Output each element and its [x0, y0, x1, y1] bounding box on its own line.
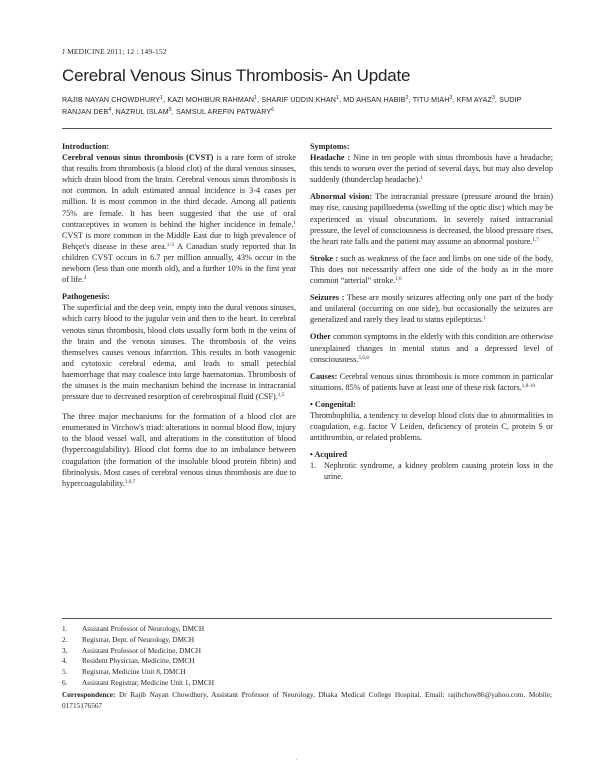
- page-mark: .: [296, 756, 298, 762]
- affiliation-marker: 1: [336, 95, 339, 101]
- pathogenesis-paragraph-2: The three major mechanisms for the formation of a blood clot are enumerated in Virchow's triad: alterations in normal blood flow, injury to the blood vessel wall, and alterations in the constitution of blood (hypercoagulability). Blood clot forms due to an imbalance between coagulation (the formation of the insoluble blood protein fibrin) and fibrinolysis. Most cases of cerebral venous sinus thrombosis are due to hypercoagulability.$^{1,6,7}$: [62, 412, 296, 488]
- stroke-paragraph: Stroke : such as weakness of the face and limbs on one side of the body, This does not necessarily affect one side of the body as in the more common “arterial” stroke.$^{1,6}$: [310, 253, 553, 286]
- footnote-item: 1. Assistant Professor of Neurology, DMCH: [62, 624, 205, 633]
- acquired-list: [310, 460, 553, 482]
- pathogenesis-paragraph-1: The superficial and the deep vein, empty into the dural venous sinuses, which carry blood to the jugular vein and then to the heart. In cerebral venous sinus thrombosis, blood clots usually form both in the veins of the brain and the venous sinuses. The thrombosis of the veins themselves causes venous infarction. This results in both vasogenic and cytotoxic cerebral edema, and leads to small petechial haemorrhage that may coalesce into large haematomas. Thrombosis of the sinuses is the main mechanism behind the increase in intracranial pressure due to decreased resorption of cerebrospinal fluid (CSF).$^{1,5}$: [62, 303, 296, 402]
- author-name: MD AHSAN HABIB: [343, 96, 406, 104]
- author-name: SAMSUL AREFIN PATWARY: [176, 107, 272, 116]
- seizures-paragraph: Seizures : These are mostly seizures affecting only one part of the body and unilateral (occurring on one side), but occasionally the seizures are generalized and rarely they lead to status epilepticus.$^1$: [310, 293, 553, 325]
- affiliation-marker: 3: [491, 95, 495, 101]
- congenital-heading: • Congenital:: [310, 399, 356, 409]
- other-symptoms-paragraph: Other common symptoms in the elderly with this condition are otherwise unexplained changes in mental status and a depressed level of consciousness.$^{5,6,8}$: [310, 332, 553, 364]
- right-column: [310, 141, 553, 483]
- affiliation-marker: 2: [405, 95, 409, 101]
- list-item: 1. Nephrotic syndrome, a kidney problem causing protein loss in the urine.: [310, 461, 553, 482]
- acquired-heading: • Acquired: [310, 450, 348, 460]
- affiliations-footnotes: [62, 624, 552, 711]
- left-column: [62, 141, 296, 495]
- author-list: RAJIB NAYAN CHOWDHURY$^1$, KAZI MOHIBUR RAHMAN$^1$, SHARIF UDDIN KHAN$^1$, MD AHSAN HABIB$^2$, TITU MIAH$^3$, KFM AYAZ$^3$, SUDIP RANJAN DEB$^4$, NAZRUL ISLAM$^5$, SAMSUL AREFIN PATWARY$^6$: [62, 95, 522, 116]
- citation: 1,5: [277, 392, 285, 399]
- footnote-item: 6. Assistant Registrar, Medicine Unit 1, DMCH: [62, 677, 215, 687]
- citation: 1-3: [166, 241, 174, 248]
- author-name: KFM AYAZ: [456, 96, 492, 104]
- citation: 1,6,7: [124, 478, 136, 485]
- author-name: KAZI MOHIBUR RAHMAN: [167, 96, 255, 104]
- footnote-divider: [62, 618, 552, 619]
- author-name: RAJIB NAYAN CHOWDHURY: [62, 96, 161, 104]
- affiliation-marker: 4: [108, 106, 112, 113]
- header-divider: [62, 128, 552, 129]
- congenital-paragraph: Thrombophilia, a tendency to develop blood clots due to abnormalities in coagulation, e.g. factor V Leiden, deficiency of protein C, protein S or antithrombin, or related problems.: [310, 410, 553, 443]
- symptoms-heading: Symptoms:: [310, 142, 350, 151]
- article-title: Cerebral Venous Sinus Thrombosis- An Update: [62, 66, 411, 85]
- causes-paragraph: Causes: Cerebral venous sinus thrombosis is more common in particular situations. 85% of patients have at least one of these risk factors.$^{1,8-10}$: [310, 371, 553, 392]
- footnote-item: 3. Assistant Professor of Medicine, DMCH: [62, 645, 201, 655]
- journal-reference: J MEDICINE 2011; 12 : 149-152: [62, 47, 167, 56]
- citation: 1,8-10: [521, 382, 536, 389]
- author-name: SUDIP RANJAN DEB: [62, 96, 522, 116]
- footnote-item: 2. Registrar, Dept. of Neurology, DMCH: [62, 634, 195, 644]
- affiliation-marker: 5: [168, 106, 172, 113]
- affiliation-marker: 1: [254, 95, 258, 101]
- citation: 1: [293, 219, 296, 226]
- citation: 4: [83, 275, 87, 282]
- author-name: NAZRUL ISLAM: [115, 107, 169, 116]
- affiliation-marker: 3: [449, 95, 453, 101]
- citation: 5,6,8: [358, 354, 369, 361]
- footnote-item: 4. Resident Physician, Medicine, DMCH: [62, 656, 195, 666]
- affiliation-marker: 1: [160, 95, 164, 101]
- correspondence-label: Correspondence:: [62, 689, 116, 699]
- citation: 1,7: [532, 236, 539, 243]
- citation: 1,6: [395, 276, 402, 283]
- abnormal-vision-paragraph: Abnormal vision: The intracranial pressure (pressure around the brain) may rise, causing papilloedema (swelling of the optic disc) which may be experienced as visual obscurations. In severely raised intracranial pressure, the level of consciousness is decreased, the blood pressure rises, the heart rate falls and the patient may assume an abnormal posture.$^{1,7}$: [310, 192, 554, 246]
- correspondence: Correspondence: Dr Rajib Nayan Chowdhury, Assistant Professor of Neurology, Dhaka Medical College Hospital. Email: rajibchow86@yahoo.com. Mobile; 01715176567: [62, 689, 552, 710]
- footnote-item: 5. Registrar, Medicine Unit 8, DMCH: [62, 667, 186, 677]
- author-name: SHARIF UDDIN KHAN: [261, 96, 337, 104]
- citation: 1: [483, 315, 486, 322]
- pathogenesis-heading: Pathogenesis:: [62, 292, 110, 302]
- cvst-term: Cerebral venous sinus thrombosis (CVST): [62, 153, 214, 163]
- introduction-paragraph: Cerebral venous sinus thrombosis (CVST) is a rare form of stroke that results from thrombosis (a blood clot) of the dural venous sinuses, which drain blood from the brain. Cerebral venous sinus thrombosis is not common. In adult estimated annual incidence is 3-4 cases per million. It is most common in the third decade. Among all patients 75% are female. It has been suggested that the use of oral contraceptives in women is behind the higher incidence in female.$^1$ CVST is more common in the Middle East due to high prevalence of Behçet's disease in these area.$^{1-3}$ A Canadian study reported that In children CVST occurs in 6.7 per million annually, 43% occur in the newborn (less than one month old), and a further 10% in the first year of life.$^4$: [62, 153, 297, 285]
- introduction-heading: Introduction:: [62, 142, 110, 151]
- headache-paragraph: Headache : Nine in ten people with sinus thrombosis have a headache; this tends to worsen over the period of several days, but may also develop suddenly (thunderclap headache).$^1$: [310, 153, 553, 185]
- citation: 1: [420, 175, 423, 182]
- affiliation-marker: 6: [271, 106, 275, 113]
- author-name: TITU MIAH: [412, 96, 450, 104]
